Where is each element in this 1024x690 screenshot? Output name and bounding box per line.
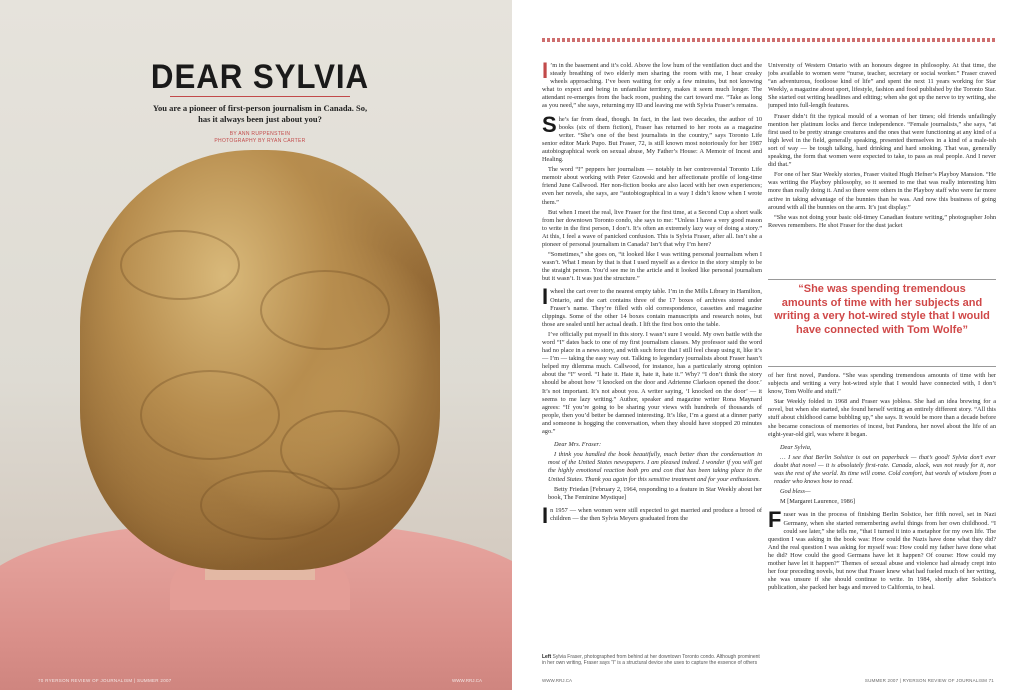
caption-text: Sylvia Fraser, photographed from behind at her downtown Toronto condo. Although prominent in her own writing, Fraser says “I” is a structural device she uses to capture the essence of others [542,654,760,667]
paragraph: Star Weekly folded in 1968 and Fraser was jobless. She had an idea brewing for a novel, but when she started, she found herself writing an entirely different story. “All this stuff about childhood came bubbling up,” she says. It would be more than a decade before she became conscious of memories of incest, but Pandora, her novel about the life of an eight-year-old girl, was where it began. [768,398,996,438]
column-2 [768,62,996,277]
dropcap: I [542,284,549,310]
headline-rule [170,96,350,97]
paragraph: I’ve officially put myself in this story. I wasn’t sure I would. My own battle with the word “I” dates back to one of my first journalism classes. My professor said the word had no place in a news story, and with such force that I still feel cheap using it, like it’s — I’m — taking the easy way out. Talking to legendary journalists about Fraser hasn’t helped my dilemma much. Callwood, for instance, has a particularly strong opinion about the “I” word. “I hate it. Hate it, hate it, hate it.” Why? “I don’t think the story should be about how ‘I knocked on the door and Adrienne Clarkson opened the door.’ It’s not important. It’s not about you. A writer saying, ‘I knocked on the door’ — it seems to me lazy writing.” Author, speaker and magazine writer Rona Maynard agrees: “If you’re going to be sharing your views with hundreds of thousands of people, then you’d better be damned interesting. It’s like, I’m a guest at a dinner party and someone is hogging the conversation, when they should have stopped 20 minutes ago.” [542,330,762,436]
top-ornament-rule [542,38,996,42]
hair [80,150,440,570]
dropcap: I [542,62,549,83]
paragraph: Fraser didn’t fit the typical mould of a woman of her times; old friends unfailingly mention her platinum locks and fierce independence. “Female journalists,” she says, “at first used to be pretty strange creatures and the ones that were functioning at any kind of a high level in the field, generally speaking, presented themselves in a kind of a male-ish sort of way — be tough talking, hard drinking and hard smoking. That was, generally speaking, the form that women were expected to take, to pass as real people. And I never did that.” [768,112,996,169]
dropcap: S [542,111,557,137]
byline [150,131,370,145]
folio-left-url: WWW.RRJ.CA [452,678,482,683]
dek: You are a pioneer of first-person journalism in Canada. So, has it always been just about you? [152,103,368,124]
paragraph: In 1957 — when women were still expected to get married and produce a brood of children — the then Sylvia Meyers graduated from the [542,502,762,528]
paragraph: “She was not doing your basic old-timey Canadian feature writing,” photographer John Reeves remembers. He shot Fraser for the dust jacket [768,213,996,229]
pullquote-rule-bottom [768,366,996,367]
caption-label: Left [542,654,552,660]
paragraph: Iwheel the cart over to the nearest empty table. I’m in the Mills Library in Hamilton, Ontario, and the cart contains three of the 17 boxes of archives stored under Fraser’s name. They’re filled with old correspondence, cassettes and magazine clippings. Some of the other 14 boxes contain manuscripts and research notes, but those are sealed until her actual death. I lift the first box onto the table. [542,284,762,328]
dropcap: F [768,507,782,533]
column-3 [768,372,996,682]
folio-right-url: WWW.RRJ.CA [542,678,572,683]
letter-body: … I see that Berlin Solstice is out on paperback — that’s good! Sylvia don’t ever doubt that novel — it is absolutely first-rate. Canada, alack, was not ready for it, nor was the rest of the world. Its time will come. Cold comfort, but words of wisdom from a reader who knows how to read. [774,453,996,486]
letter-signature: M [Margaret Laurence, 1986] [780,498,856,506]
folio-right: SUMMER 2007 | RYERSON REVIEW OF JOURNALISM 71 [864,678,994,683]
byline-author: BY ANN RUPPENSTEIN [229,131,291,137]
letter-body: I think you handled the book beautifully, much better than the condensation in most of the United States newspapers. I am pleased indeed. I wonder if you will get the highly emotional reaction both pro and con that has been taking place in the United States. Thank you again for this sensitive treatment and for your enthusiasm. [548,451,762,483]
column-1 [542,62,762,602]
headline: DEAR SYLVIA [150,58,370,96]
letter-signature: Betty Friedan [February 2, 1964, responding to a feature in Star Weekly about her book, The Feminine Mystique] [548,485,762,501]
folio-left: 70 RYERSON REVIEW OF JOURNALISM | SUMMER 2007 [38,678,172,683]
pullquote: “She was spending tremendous amounts of time with her subjects and writing a very hot-wired style that I would have connected with Tom Wolfe” [774,283,990,336]
byline-photo: PHOTOGRAPHY BY RYAN CARTER [214,138,306,144]
letter-closing: God bless— [780,488,811,496]
pullquote-rule-top [768,279,996,280]
paragraph: The word “I” peppers her journalism — notably in her controversial Toronto Life memoir about working with Peter Gzowski and her affectionate profile of long-time friend June Callwood. Her non-fiction books are also laced with her own experiences; even her novels, she says, are “autobiographical in a way I didn’t know when I wrote them.” [542,166,762,206]
paragraph: I ’m in the basement and it’s cold. Above the low hum of the ventilation duct and the steady breathing of two elderly men sharing the room with me, I hear creaky wheels approaching. I’ve been waiting for only a few minutes, but not knowing what to expect and being in unfamiliar territory, makes it seem much longer. The attendant re-emerges from the back room, pushing the cart toward me. “Take as long as you need,” she says, returning my ID and leaving me with Sylvia Fraser’s remains. [542,62,762,110]
paragraph: But when I meet the real, live Fraser for the first time, at a Second Cup a short walk from her downtown Toronto condo, she says to me: “Unless I have a very good reason to write in the first person, I don’t. It’s often an extremely lazy way of doing a story.” At this, I feel a wave of panicked confusion. This is Sylvia Fraser, after all. Isn’t she a pioneer of personal journalism in Canada? Isn’t that why I’m here? [542,208,762,248]
dropcap: I [542,502,549,528]
letter-salutation: Dear Sylvia, [780,443,812,451]
paragraph: “Sometimes,” she goes on, “it looked like I was writing personal journalism when I wasn’t. What I mean by that is that I used myself as a device in the story simply to be the straight person. You’d see me in the article and it looked like personal journalism but it wasn’t. It was just the structure.” [542,251,762,283]
photo-caption [542,654,762,667]
paragraph: For one of her Star Weekly stories, Fraser visited Hugh Hefner’s Playboy Mansion. “He was writing the Playboy philosophy, so it seemed to me that was really interesting him more than really doing it. And so there were others in the Playboy staff who were far more active in taking advantage of the bunnies than he was. And now this business of going around with all the bunnies on the arm. It’s just display.” [768,171,996,211]
paragraph: University of Western Ontario with an honours degree in philosophy. At that time, the jobs available to women were “nurse, teacher, secretary or social worker.” Fraser craved “an adventurous, footloose kind of life” and spent the next 11 years working for Star Weekly, a magazine about sport, lifestyle, fashion and food published by the Toronto Star. She started out writing headlines and editing; when she got up the nerve to try writing, she jumped into full-length features. [768,62,996,110]
right-page [512,0,1024,690]
letter-salutation: Dear Mrs. Fraser: [554,441,602,449]
paragraph: Fraser was in the process of finishing Berlin Solstice, her fifth novel, set in Nazi Germany, when she started remembering awful things from her own childhood. “I could see later,” she tells me, “that I turned it into a metaphor for my own life. The question I was asking in the book was: How could the Nazis have done what they did? And the real question I was asking for myself was: How could my father have done what he did? How could the good Germans have let it happen? Of course: How could my mother have let it happen?” Themes of sexual abuse and violence had already crept into her four preceding novels, but now that Fraser knew what had fueled much of her writing, she was unsure if she should continue to write. In 1984, shortly after Solstice’s publication, she packed her bags and moved to California, to heal. [768,507,996,592]
paragraph: She’s far from dead, though. In fact, in the last two decades, the author of 10 books (six of them fiction), Fraser has returned to her roots as a magazine writer. “She’s one of the best journalists in the country,” says Toronto Life senior editor Mark Pupo. But Fraser, 72, is still known most notoriously for her 1987 autobiographical work on sexual abuse, My Father’s House: A Memoir of Incest and Healing. [542,111,762,164]
paragraph: of her first novel, Pandora. “She was spending tremendous amounts of time with her subjects and writing a very hot-wired style that I would have connected with, I don’t know, Tom Wolfe and stuff.” [768,372,996,396]
